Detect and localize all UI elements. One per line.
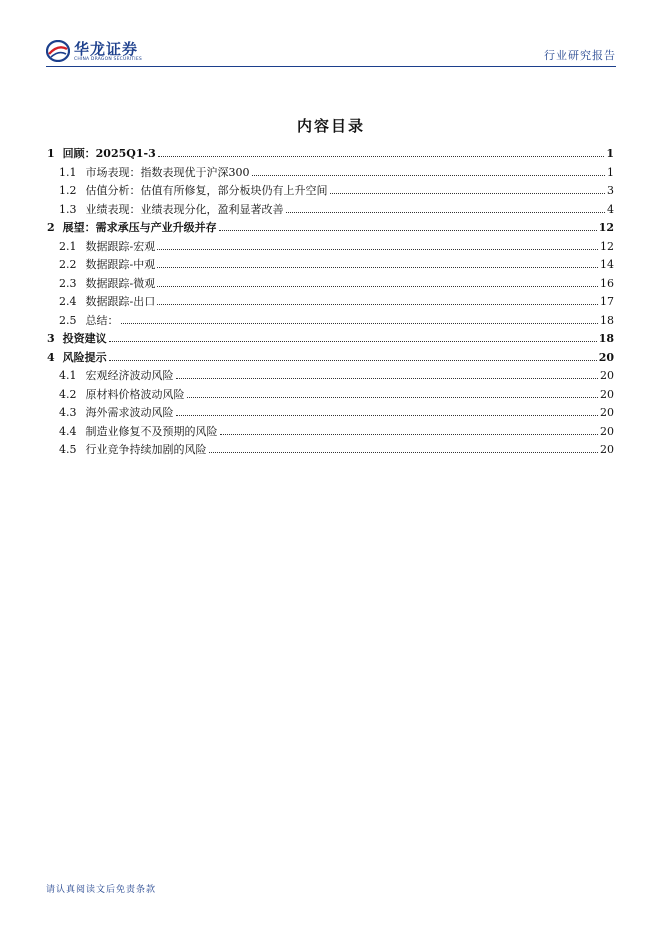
toc-entry[interactable] [47,164,614,183]
toc-leader-dots [220,434,599,435]
toc-entry[interactable] [47,293,614,312]
toc-entry-number: 4.4 [59,424,77,438]
toc-entry-label[interactable]: 数据跟踪-中观 [85,258,156,271]
toc-entry-label[interactable]: 数据跟踪-出口 [85,295,156,308]
toc-entry[interactable] [47,182,614,201]
toc-entry-page[interactable]: 1 [606,147,614,160]
toc-entry-page[interactable]: 20 [600,443,614,456]
toc-entry-number: 4.2 [59,387,77,401]
company-logo [46,38,146,64]
toc-entry-label[interactable]: 市场表现：指数表现优于沪深300 [85,165,250,179]
toc-entry-page[interactable]: 20 [600,369,614,382]
toc-leader-dots [121,323,599,324]
toc-leader-dots [109,341,597,342]
toc-entry-page[interactable]: 20 [598,350,614,364]
toc-leader-dots [157,286,598,287]
toc-entry-page[interactable]: 4 [607,202,614,216]
toc-entry-number: 1.2 [59,184,77,197]
toc-entry-number: 2.1 [59,239,77,253]
logo-english-name: CHINA DRAGON SECURITIES [74,57,142,62]
toc-entry-page[interactable]: 20 [600,387,614,401]
toc-entry-label[interactable]: 风险提示 [62,350,107,364]
toc-entry[interactable] [47,219,614,238]
toc-entry[interactable] [47,238,614,257]
toc-entry-number: 2.3 [59,276,77,290]
toc-entry-number: 2 [47,221,55,234]
toc-leader-dots [157,267,598,268]
footer-disclaimer: 请认真阅读文后免责条款 [46,885,157,895]
toc-entry-page[interactable]: 12 [598,221,614,234]
toc-leader-dots [157,304,598,305]
toc-entry-label[interactable]: 投资建议 [62,332,107,345]
toc-entry-number: 4.3 [59,406,77,419]
toc-entry-label[interactable]: 业绩表现：业绩表现分化，盈利显著改善 [85,202,284,216]
toc-entry-label[interactable]: 行业竞争持续加剧的风险 [85,443,207,456]
toc-entry[interactable] [47,441,614,460]
toc-entry[interactable] [47,201,614,220]
toc-entry-label[interactable]: 原材料价格波动风险 [85,387,185,401]
toc-leader-dots [109,360,597,361]
toc-entry-label[interactable]: 海外需求波动风险 [85,406,174,419]
toc-entry-page[interactable]: 1 [607,165,614,179]
toc-entry-label[interactable]: 回顾：2025Q1-3 [62,147,156,160]
toc-entry[interactable] [47,386,614,405]
toc-leader-dots [209,452,599,453]
toc-entry-label[interactable]: 数据跟踪-微观 [85,276,156,290]
toc-entry-number: 4.5 [59,443,77,456]
page-header [46,38,616,66]
toc-entry-label[interactable]: 宏观经济波动风险 [85,369,174,382]
toc-entry-page[interactable]: 16 [600,276,614,290]
header-divider [46,66,616,67]
toc-leader-dots [176,378,599,379]
toc-entry-page[interactable]: 17 [600,295,614,308]
report-type-label: 行业研究报告 [544,49,616,62]
toc-title: 内容目录 [296,117,365,135]
table-of-contents [47,145,614,460]
toc-entry-label[interactable]: 数据跟踪-宏观 [85,239,156,253]
toc-entry-number: 2.4 [59,295,77,308]
toc-entry-number: 4.1 [59,369,77,382]
toc-entry-label[interactable]: 估值分析：估值有所修复，部分板块仍有上升空间 [85,184,328,197]
toc-leader-dots [286,212,606,213]
toc-entry-page[interactable]: 14 [600,258,614,271]
dragon-logo-icon [46,40,70,62]
toc-entry[interactable] [47,404,614,423]
toc-entry-page[interactable]: 3 [607,184,614,197]
toc-entry-page[interactable]: 20 [600,424,614,438]
toc-entry[interactable] [47,349,614,368]
toc-leader-dots [330,193,606,194]
toc-entry[interactable] [47,423,614,442]
toc-entry-page[interactable]: 18 [600,313,614,327]
toc-entry-number: 2.5 [59,313,77,327]
toc-entry-page[interactable]: 20 [600,406,614,419]
toc-entry[interactable] [47,312,614,331]
toc-leader-dots [157,249,598,250]
logo-chinese-name: 华龙证券 [74,40,139,58]
toc-entry[interactable] [47,145,614,164]
toc-entry-label[interactable]: 总结： [85,313,119,327]
toc-leader-dots [176,415,599,416]
toc-entry[interactable] [47,256,614,275]
toc-leader-dots [187,397,599,398]
toc-leader-dots [252,175,606,176]
toc-entry-number: 3 [47,332,55,345]
toc-leader-dots [158,156,605,157]
toc-entry[interactable] [47,330,614,349]
toc-entry[interactable] [47,275,614,294]
toc-entry-page[interactable]: 18 [598,332,614,345]
toc-entry-number: 2.2 [59,258,77,271]
toc-entry-number: 1.1 [59,165,77,179]
toc-entry-number: 1 [47,147,55,160]
toc-entry[interactable] [47,367,614,386]
toc-entry-number: 1.3 [59,202,77,216]
toc-entry-label[interactable]: 制造业修复不及预期的风险 [85,424,218,438]
toc-entry-number: 4 [47,350,55,364]
toc-entry-page[interactable]: 12 [600,239,614,253]
toc-leader-dots [219,230,597,231]
toc-entry-label[interactable]: 展望：需求承压与产业升级并存 [62,221,217,234]
